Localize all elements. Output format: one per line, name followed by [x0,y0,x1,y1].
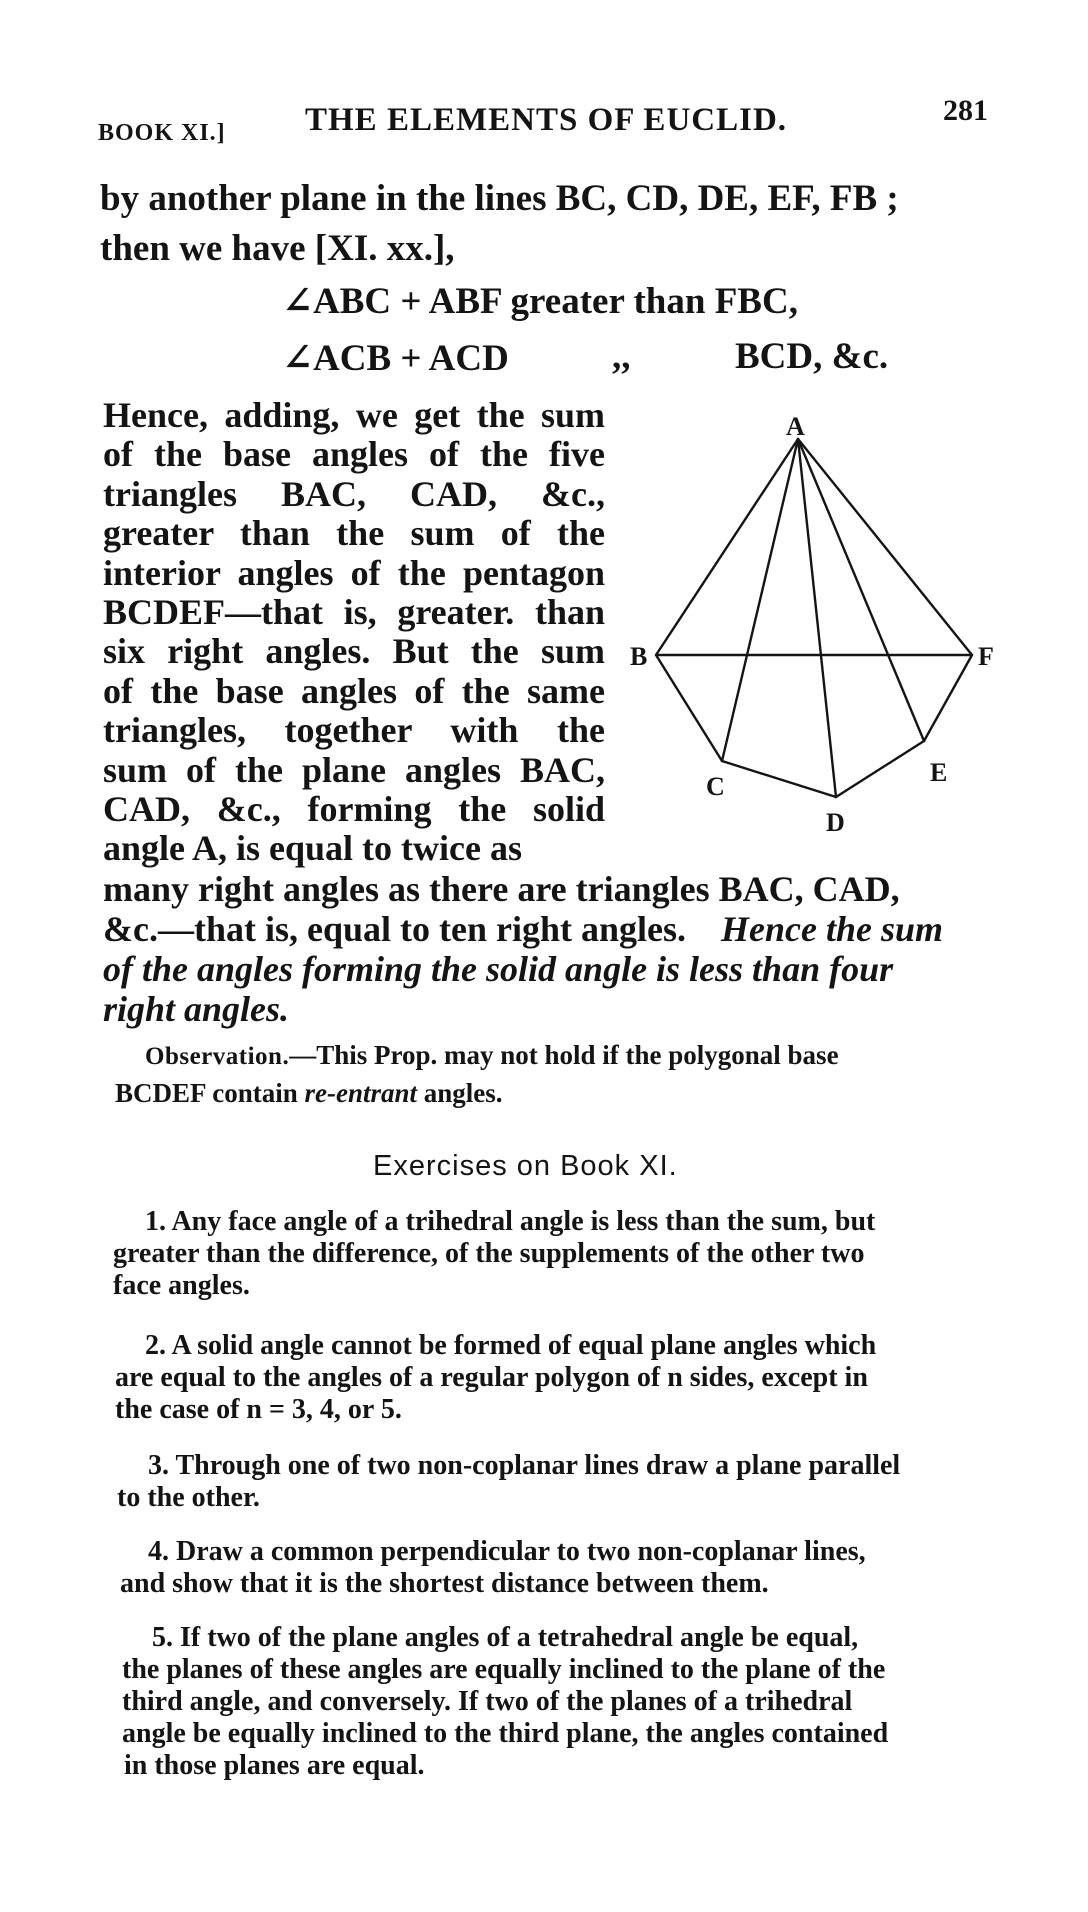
observation-text: —This Prop. may not hold if the polygonal base [289,1040,839,1070]
paragraph-line: triangles BAC, CAD, &c., [103,473,605,514]
paragraph-line: BCDEF—that is, greater. than [103,592,605,633]
theorem-conclusion-line-3: right angles. [103,989,290,1029]
vertex-label-D: D [826,808,845,837]
exercise-line: and show that it is the shortest distance between them. [120,1568,769,1599]
edge-DE [836,741,924,797]
paragraph-line: interior angles of the pentagon [103,552,605,593]
theorem-conclusion-line-2: of the angles forming the solid angle is less than four [103,949,894,989]
vertex-label-F: F [978,642,994,671]
page-number: 281 [943,94,988,127]
paragraph-line: of the base angles of the same [103,670,605,711]
exercise-line: in those planes are equal. [124,1750,425,1781]
edge-AC [722,439,798,761]
continuation-line-2-text: &c.—that is, equal to ten right angles. [103,909,686,949]
paragraph-line: greater than the sum of the [103,513,605,554]
observation-line-1 [145,1040,839,1071]
edge-AE [798,439,924,741]
exercise-line: face angles. [113,1270,250,1301]
exercise-line: greater than the difference, of the supplements of the other two [113,1238,865,1269]
exercise-line: third angle, and conversely. If two of the planes of a trihedral [122,1686,853,1717]
exercises-heading: Exercises on Book XI. [373,1150,678,1182]
vertex-label-C: C [706,772,725,801]
running-head-book: BOOK XI.] [98,120,226,146]
exercise-line: 3. Through one of two non-coplanar lines draw a plane parallel [148,1450,901,1481]
vertex-label-B: B [630,642,648,671]
observation-italic: re-entrant [304,1078,418,1108]
exercise-line: 1. Any face angle of a trihedral angle is less than the sum, but [145,1206,876,1237]
inequality-row-1: ∠ABC + ABF greater than FBC, [282,281,798,322]
paragraph-line: sum of the plane angles BAC, [103,749,605,790]
intro-line-2: then we have [XI. xx.], [100,228,455,269]
edge-AD [798,439,836,797]
observation-text-2b: angles. [417,1078,503,1108]
paragraph-line: Hence, adding, we get the sum [103,395,605,435]
continuation-line-1: many right angles as there are triangles BAC, CAD, [103,869,900,909]
exercise-line: 5. If two of the plane angles of a tetrahedral angle be equal, [152,1622,859,1653]
intro-line-1: by another plane in the lines BC, CD, DE, EF, FB ; [100,178,899,219]
edge-AB [656,439,798,655]
pyramid-figure [620,405,1020,845]
paragraph-line: of the base angles of the five [103,434,605,475]
paragraph-line: angle A, is equal to twice as [103,828,522,869]
observation-line-2 [115,1078,503,1109]
body-paragraph [103,396,605,869]
paragraph-line: six right angles. But the sum [103,631,605,672]
observation-text-2a: BCDEF contain [115,1078,305,1108]
exercise-line: the case of n = 3, 4, or 5. [115,1394,402,1425]
exercise-line: 4. Draw a common perpendicular to two non-coplanar lines, [148,1536,866,1567]
exercise-line: the planes of these angles are equally inclined to the plane of the [122,1654,886,1685]
edge-AF [798,439,972,655]
paragraph-line: triangles, together with the [103,710,605,751]
edge-EF [924,655,972,741]
edge-BC [656,655,722,761]
vertex-label-A: A [786,412,805,441]
exercise-line: to the other. [117,1482,260,1513]
continuation-line-2 [103,910,943,949]
paragraph-line: CAD, &c., forming the solid [103,789,605,830]
edge-CD [722,761,836,797]
inequality-row-2-rhs: BCD, &c. [735,336,889,377]
inequality-row-2-lhs: ∠ACB + ACD [282,338,509,379]
exercise-line: angle be equally inclined to the third plane, the angles contained [122,1718,889,1749]
exercise-line: are equal to the angles of a regular polygon of n sides, except in [115,1362,868,1393]
vertex-label-E: E [930,758,948,787]
running-head-title: THE ELEMENTS OF EUCLID. [305,102,788,138]
inequality-row-2-ditto: ,, [612,336,631,377]
exercise-line: 2. A solid angle cannot be formed of equal plane angles which [145,1330,877,1361]
theorem-conclusion-start: Hence the sum [720,909,943,949]
observation-label: Observation. [145,1043,290,1070]
